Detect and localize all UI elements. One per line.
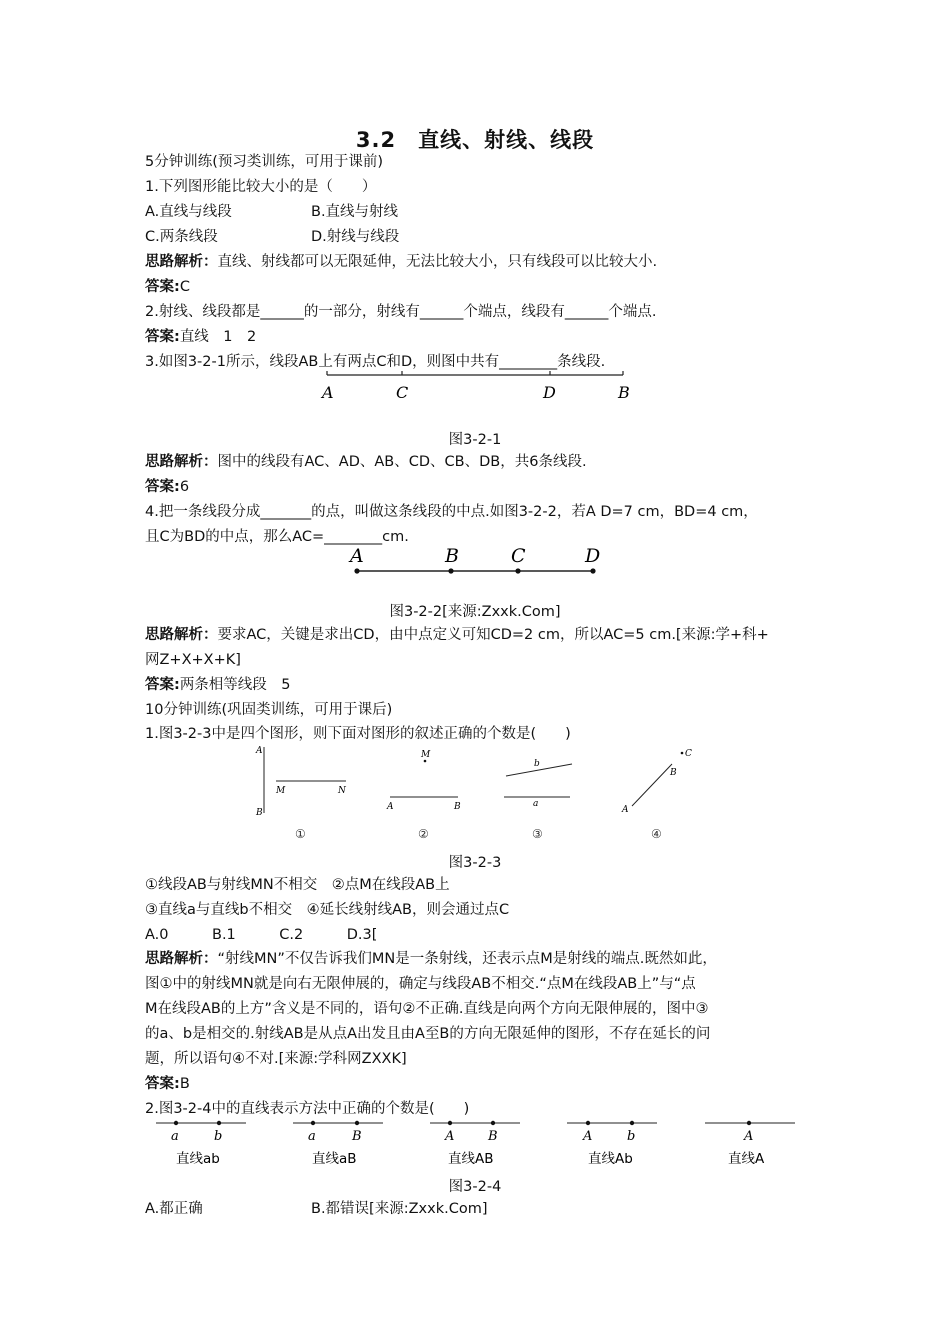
label-b: B — [454, 802, 461, 812]
point-label: a — [171, 1129, 179, 1144]
label-b: B — [618, 383, 630, 402]
label-a: A — [256, 746, 263, 756]
q1-answer — [145, 278, 190, 296]
q1-option-b: B.直线与射线 — [311, 204, 399, 220]
point-label: b — [214, 1129, 223, 1144]
analysis-text: 要求AC，关键是求出CD，由中点定义可知CD=2 cm，所以AC=5 cm.[来源:学+科+ — [217, 627, 769, 643]
point-label: b — [627, 1129, 636, 1144]
label-a: a — [533, 799, 539, 809]
figure-caption: 图3-2-2[来源:Zxxk.Com] — [389, 604, 561, 620]
point — [217, 1121, 221, 1125]
p1-stem: 1.图3-2-3中是四个图形，则下面对图形的叙述正确的个数是( ) — [145, 726, 571, 742]
answer-label: 答案: — [145, 279, 180, 295]
q4-analysis-line2: 网Z+X+X+K] — [145, 652, 241, 668]
analysis-label: 思路解析： — [145, 254, 218, 270]
p1-analysis-line1 — [145, 950, 717, 968]
answer-label: 答案: — [145, 479, 180, 495]
section-heading-review: 10分钟训练(巩固类训练，可用于课后) — [145, 702, 393, 718]
analysis-label: 思路解析： — [145, 454, 218, 470]
label-b: B — [256, 808, 263, 818]
q3-answer — [145, 478, 189, 496]
analysis-text: “射线MN”不仅告诉我们MN是一条射线，还表示点M是射线的端点.既然如此， — [217, 951, 717, 967]
figure-caption: 图3-2-4 — [448, 1179, 502, 1195]
line-name-3: 直线AB — [448, 1151, 494, 1167]
point — [448, 1121, 452, 1125]
point — [355, 1121, 359, 1125]
line-name-5: 直线A — [728, 1151, 765, 1167]
q4-analysis-line1 — [145, 626, 769, 644]
line-name-1: 直线ab — [176, 1151, 220, 1167]
q2-stem: 2.射线、线段都是______的一部分，射线有______个端点，线段有______个端点. — [145, 304, 657, 320]
q2-answer — [145, 328, 256, 346]
point — [311, 1121, 315, 1125]
answer-text: 两条相等线段 5 — [179, 677, 291, 693]
label-n: N — [338, 786, 346, 796]
answer-text: C — [179, 279, 190, 295]
p1-answer — [145, 1075, 190, 1093]
p1-statement-3-4: ③直线a与直线b不相交 ④延长线射线AB，则会通过点C — [145, 902, 510, 918]
q1-option-a: A.直线与线段 — [145, 204, 232, 220]
figure-caption: 图3-2-1 — [448, 432, 502, 448]
answer-text: 6 — [179, 479, 190, 495]
analysis-text: 直线、射线都可以无限延伸，无法比较大小，只有线段可以比较大小. — [217, 254, 658, 270]
label-c: C — [396, 383, 409, 402]
q4-stem-line2: 且C为BD的中点，那么AC=________cm. — [145, 529, 409, 545]
label-m: M — [276, 786, 286, 796]
point — [491, 1121, 495, 1125]
q1-analysis — [145, 253, 657, 271]
figure-number-3: ③ — [532, 827, 543, 841]
point — [747, 1121, 751, 1125]
label-c: C — [511, 545, 526, 567]
point-d — [590, 568, 595, 573]
figure-number-2: ② — [418, 827, 429, 841]
q4-stem-line1: 4.把一条线段分成_______的点，叫做这条线段的中点.如图3-2-2，若A D=7 cm，BD=4 cm， — [145, 504, 758, 520]
ray-ab — [632, 764, 672, 806]
answer-text: B — [179, 1076, 190, 1092]
point — [174, 1121, 178, 1125]
point-a — [354, 568, 359, 573]
p1-analysis-line5: 题，所以语句④不对.[来源:学科网ZXXK] — [145, 1051, 407, 1067]
figure-3-2-4 — [150, 1116, 810, 1168]
label-a: A — [622, 805, 629, 815]
analysis-label: 思路解析： — [145, 951, 218, 967]
point-label: A — [445, 1129, 455, 1144]
point-label: a — [308, 1129, 316, 1144]
p2-option-a: A.都正确 — [145, 1201, 203, 1217]
point-c — [515, 568, 520, 573]
p1-analysis-line4: 的a、b是相交的.射线AB是从点A出发且由A至B的方向无限延伸的图形，不存在延长的问 — [145, 1026, 711, 1042]
label-b: B — [445, 545, 459, 567]
point-m — [424, 760, 427, 763]
q3-analysis — [145, 453, 587, 471]
line-name-4: 直线Ab — [588, 1151, 633, 1167]
figure-caption: 图3-2-3 — [448, 855, 502, 871]
page-title: 3.2 直线、射线、线段 — [355, 128, 595, 152]
figure-3-2-3 — [250, 742, 710, 844]
p1-statement-1-2: ①线段AB与射线MN不相交 ②点M在线段AB上 — [145, 877, 450, 893]
p1-analysis-line2: 图①中的射线MN就是向右无限伸展的，确定与线段AB不相交.“点M在线段AB上”与“点 — [145, 976, 696, 992]
p1-options: A.0 B.1 C.2 D.3[ — [145, 927, 378, 943]
answer-label: 答案: — [145, 677, 180, 693]
point-label: B — [352, 1129, 362, 1144]
line-name-2: 直线aB — [312, 1151, 357, 1167]
q1-option-c: C.两条线段 — [145, 229, 218, 245]
point — [586, 1121, 590, 1125]
point — [630, 1121, 634, 1125]
answer-text: 直线 1 2 — [179, 329, 257, 345]
figure-number-1: ① — [295, 827, 306, 841]
figure-3-2-1 — [310, 368, 650, 408]
q4-answer — [145, 676, 291, 694]
p2-option-b: B.都错误[来源:Zxxk.Com] — [311, 1201, 488, 1217]
figure-number-4: ④ — [651, 827, 662, 841]
point-label: A — [744, 1129, 754, 1144]
label-d: D — [543, 383, 556, 402]
figure-3-2-2 — [345, 544, 615, 578]
label-b: B — [670, 768, 677, 778]
p2-stem: 2.图3-2-4中的直线表示方法中正确的个数是( ) — [145, 1101, 470, 1117]
label-b: b — [534, 759, 540, 769]
analysis-label: 思路解析： — [145, 627, 218, 643]
point-c — [681, 752, 684, 755]
p1-analysis-line3: M在线段AB的上方”含义是不同的，语句②不正确.直线是向两个方向无限伸展的，图中③ — [145, 1001, 709, 1017]
label-a: A — [387, 802, 394, 812]
answer-label: 答案: — [145, 329, 180, 345]
point-label: B — [488, 1129, 498, 1144]
answer-label: 答案: — [145, 1076, 180, 1092]
q3-stem: 3.如图3-2-1所示，线段AB上有两点C和D，则图中共有________条线段. — [145, 354, 606, 370]
label-a: A — [350, 545, 364, 567]
analysis-text: 图中的线段有AC、AD、AB、CD、CB、DB，共6条线段. — [217, 454, 587, 470]
point-label: A — [583, 1129, 593, 1144]
label-a: A — [322, 383, 334, 402]
point-b — [448, 568, 453, 573]
label-c: C — [685, 749, 692, 759]
q1-stem: 1.下列图形能比较大小的是（ ） — [145, 179, 377, 195]
label-d: D — [585, 545, 601, 567]
q1-option-d: D.射线与线段 — [311, 229, 400, 245]
label-m: M — [421, 750, 431, 760]
section-heading-preview: 5分钟训练(预习类训练，可用于课前) — [145, 154, 384, 170]
